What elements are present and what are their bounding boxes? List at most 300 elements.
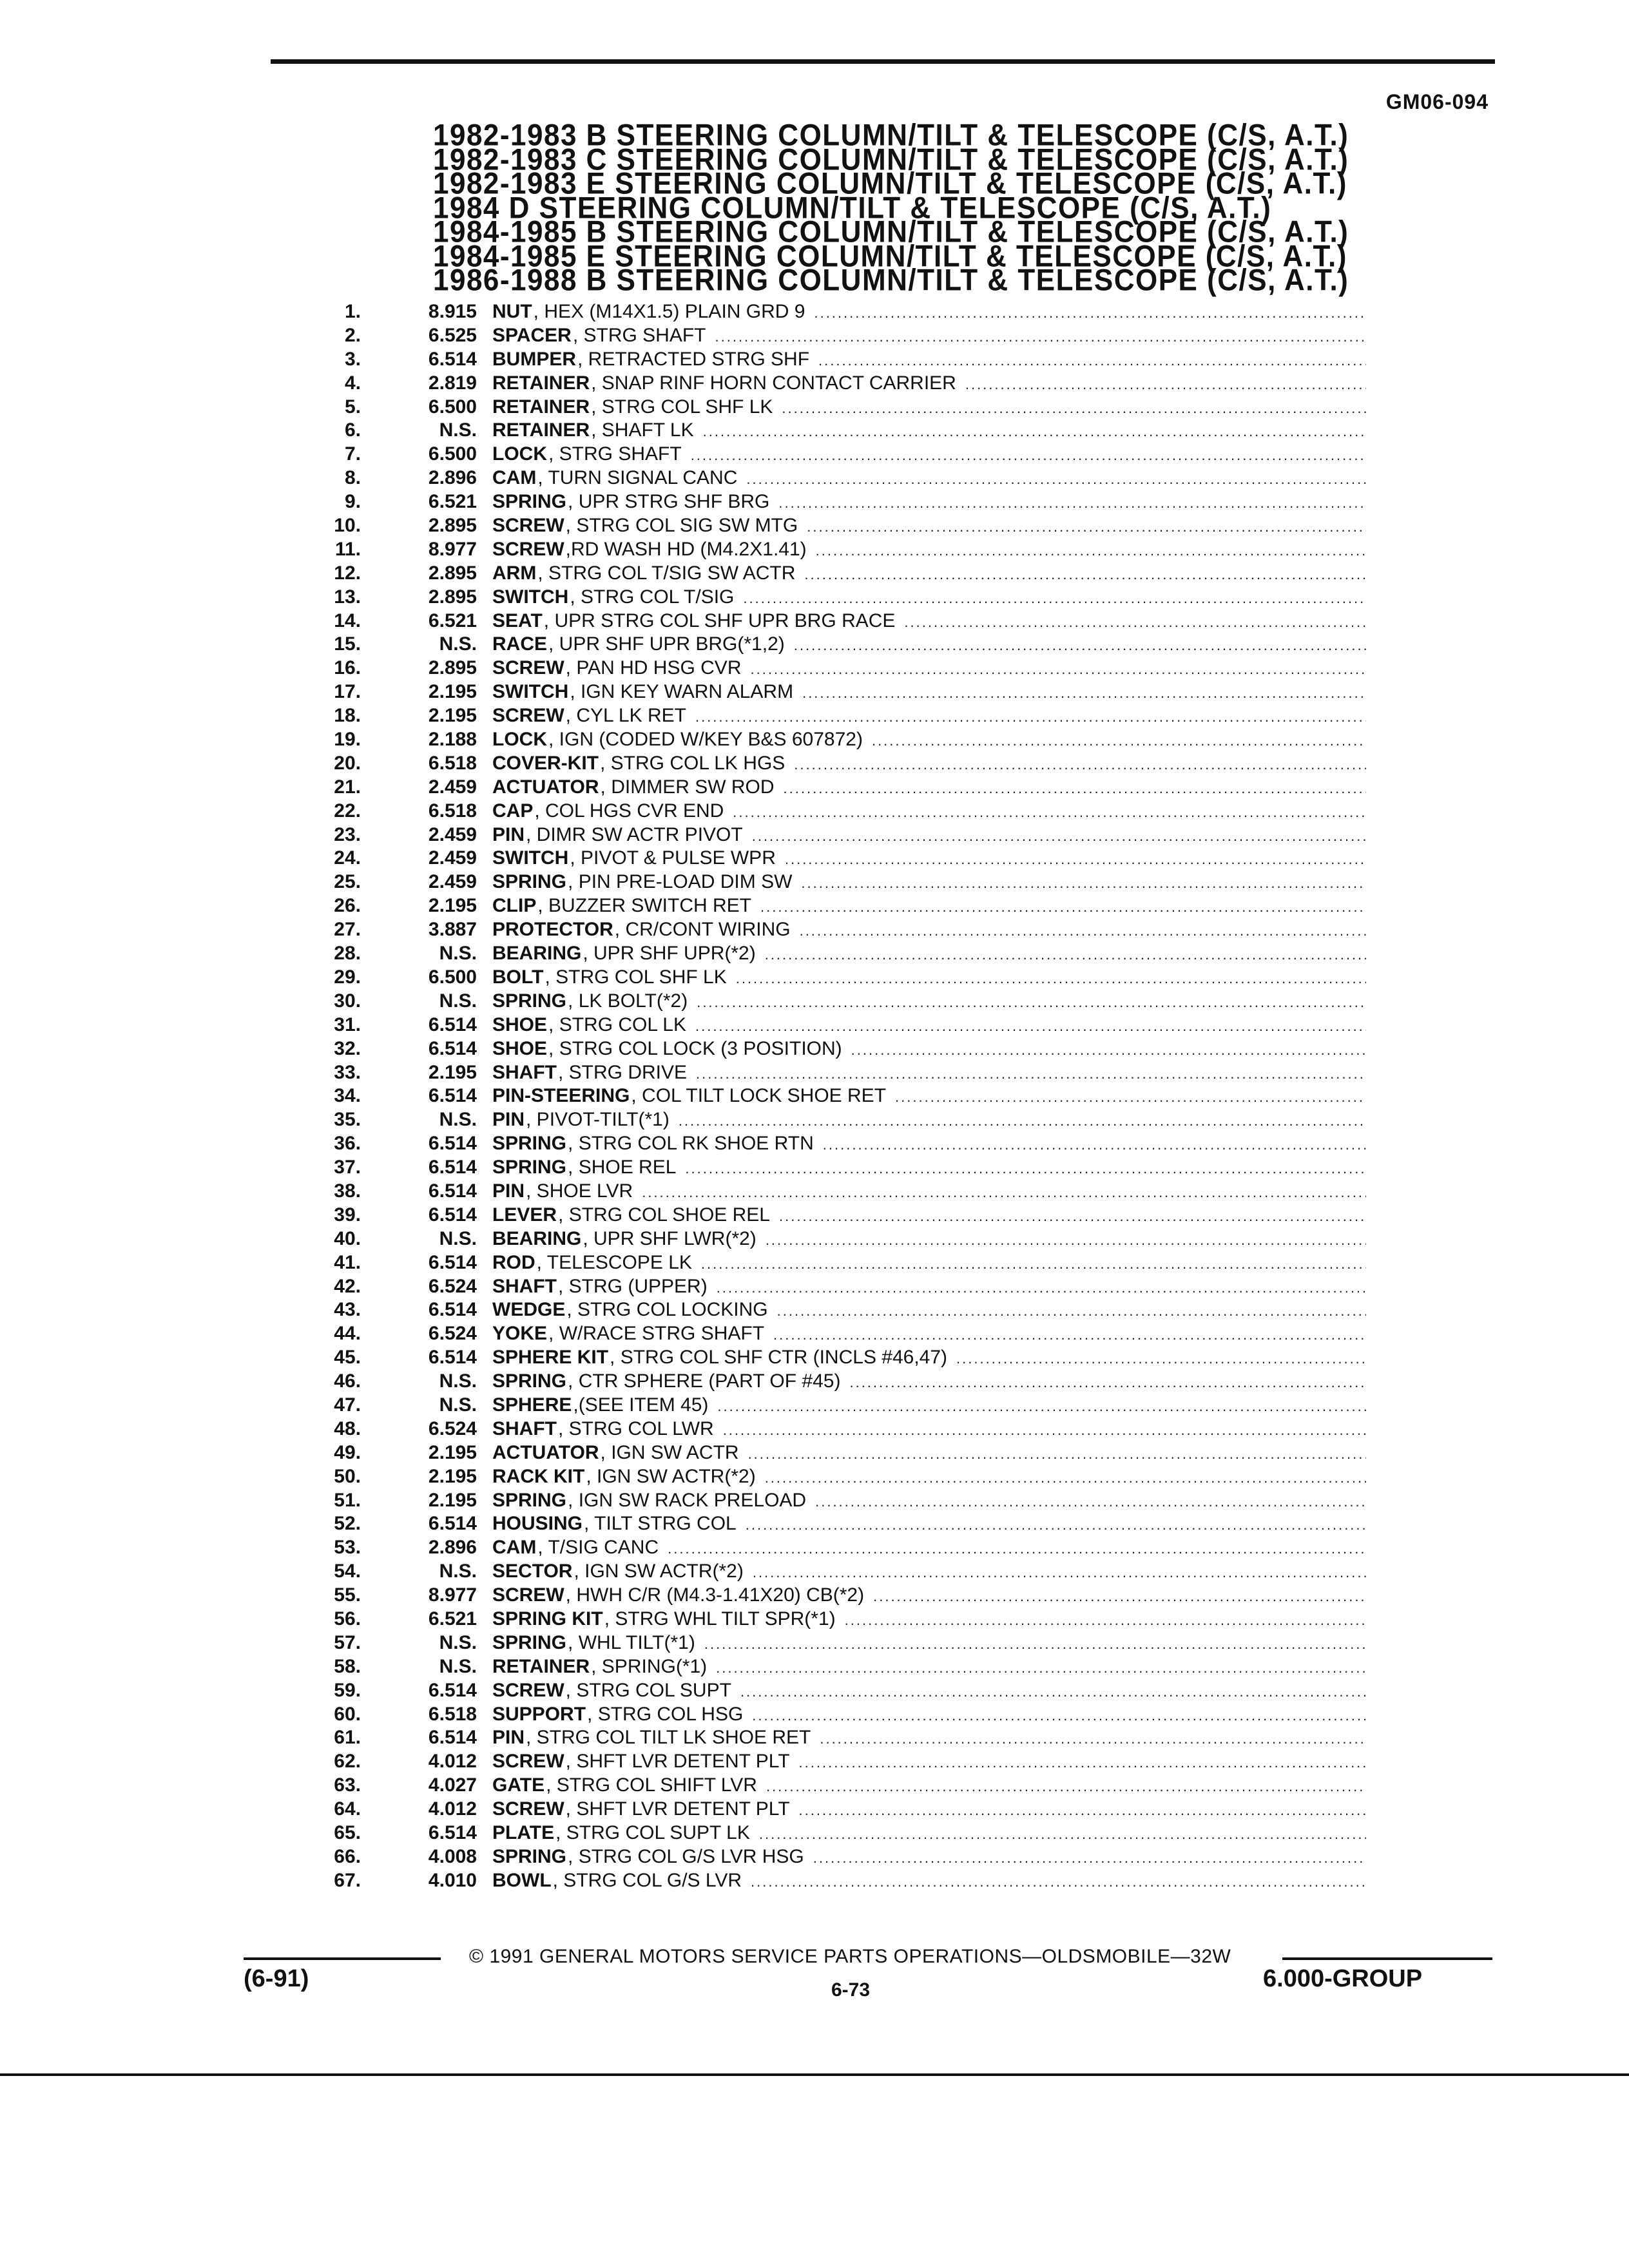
part-name: CAM	[492, 467, 537, 489]
dot-leader	[802, 685, 1366, 702]
part-number: 66.	[334, 1845, 361, 1867]
part-name: PIN-STEERING	[492, 1085, 630, 1107]
part-row	[309, 1798, 1366, 1822]
dot-leader	[785, 851, 1366, 868]
top-rule	[271, 59, 1495, 64]
part-description: , PAN HD HSG CVR	[565, 657, 742, 679]
part-number: 30.	[334, 990, 361, 1012]
part-name: CAP	[492, 800, 534, 822]
part-number: 16.	[334, 657, 361, 679]
part-group-code: 4.010	[428, 1869, 477, 1891]
part-row	[309, 1252, 1366, 1276]
part-number: 54.	[334, 1561, 361, 1582]
part-number: 5.	[344, 396, 361, 418]
part-row	[309, 419, 1366, 443]
dot-leader	[801, 875, 1366, 892]
part-description: , CR/CONT WIRING	[614, 919, 791, 941]
part-number: 45.	[334, 1347, 361, 1369]
dot-leader	[814, 305, 1366, 322]
part-row	[309, 871, 1366, 895]
part-row	[309, 1014, 1366, 1038]
part-name: PIN	[492, 1109, 525, 1131]
part-name: SHAFT	[492, 1418, 557, 1439]
part-row	[309, 990, 1366, 1014]
part-description: , SHOE LVR	[526, 1180, 633, 1202]
dot-leader	[895, 1089, 1366, 1106]
part-description: , DIMMER SW ROD	[600, 776, 775, 798]
part-description: , STRG COL TILT LK SHOE RET	[526, 1727, 811, 1749]
dot-leader	[716, 1660, 1366, 1677]
part-description: , STRG COL RK SHOE RTN	[568, 1133, 814, 1155]
dot-leader	[740, 1684, 1366, 1700]
footer-group: 6.000-GROUP	[1263, 1965, 1423, 1992]
part-description: , PIVOT-TILT(*1)	[526, 1109, 670, 1131]
part-description: , STRG COL SHOE REL	[558, 1204, 770, 1225]
dot-leader	[759, 1826, 1366, 1843]
part-row	[309, 562, 1366, 586]
part-group-code: 6.514	[428, 1347, 477, 1369]
part-number: 13.	[334, 586, 361, 608]
part-number: 64.	[334, 1798, 361, 1820]
part-group-code: 4.012	[428, 1798, 477, 1820]
part-number: 29.	[334, 966, 361, 988]
dot-leader	[823, 1137, 1366, 1153]
part-name: SWITCH	[492, 586, 569, 608]
part-group-code: 6.518	[428, 800, 477, 822]
part-row	[309, 1561, 1366, 1584]
part-group-code: 2.195	[428, 705, 477, 727]
part-group-code: 6.518	[428, 752, 477, 774]
part-number: 53.	[334, 1537, 361, 1559]
part-number: 56.	[334, 1608, 361, 1629]
part-description: , PIN PRE-LOAD DIM SW	[568, 871, 793, 893]
part-number: 3.	[344, 348, 361, 370]
part-row	[309, 1774, 1366, 1798]
part-description: , STRG COL SUPT LK	[555, 1822, 750, 1843]
part-number: 6.	[344, 419, 361, 441]
title-line: 1984-1985 B STEERING COLUMN/TILT & TELESCOPE (C/S, A.T.)	[433, 215, 1349, 249]
part-group-code: 6.514	[428, 1822, 477, 1843]
part-group-code: 3.887	[428, 919, 477, 941]
part-row	[309, 1418, 1366, 1442]
part-row	[309, 776, 1366, 800]
dot-leader	[851, 1042, 1366, 1059]
part-row	[309, 1038, 1366, 1062]
part-group-code: 8.977	[428, 1584, 477, 1606]
part-row	[309, 396, 1366, 420]
part-number: 61.	[334, 1727, 361, 1749]
dot-leader	[818, 352, 1366, 369]
dot-leader	[717, 1280, 1366, 1296]
part-description: , STRG COL LOCKING	[566, 1299, 768, 1321]
part-number: 12.	[334, 562, 361, 584]
part-name: SPRING	[492, 1631, 567, 1653]
part-name: RETAINER	[492, 396, 590, 418]
dot-leader	[799, 1754, 1366, 1771]
part-description: , SPRING(*1)	[591, 1655, 708, 1677]
part-group-code: 6.514	[428, 1014, 477, 1035]
part-group-code: 6.524	[428, 1323, 477, 1345]
part-description: , STRG COL LOCK (3 POSITION)	[548, 1037, 842, 1059]
part-name: SCREW	[492, 538, 564, 560]
part-row	[309, 1680, 1366, 1704]
part-number: 48.	[334, 1418, 361, 1439]
part-row	[309, 943, 1366, 966]
part-description: , STRG COL T/SIG	[570, 586, 735, 608]
dot-leader	[691, 447, 1366, 464]
dot-leader	[777, 1303, 1366, 1320]
dot-leader	[845, 1612, 1366, 1629]
part-group-code: 2.895	[428, 586, 477, 608]
part-number: 33.	[334, 1061, 361, 1083]
part-row	[309, 1632, 1366, 1656]
part-row	[309, 372, 1366, 396]
part-description: , STRG COL SIG SW MTG	[565, 515, 798, 537]
part-row	[309, 729, 1366, 753]
part-group-code: 2.195	[428, 1489, 477, 1511]
part-group-code: 6.525	[428, 324, 477, 346]
part-number: 23.	[334, 823, 361, 845]
part-row	[309, 349, 1366, 372]
part-group-code: 2.188	[428, 729, 477, 751]
part-group-code: 2.459	[428, 776, 477, 798]
part-number: 18.	[334, 705, 361, 727]
dot-leader	[704, 1636, 1366, 1653]
part-row	[309, 301, 1366, 325]
part-description: , STRG COL SHIFT LVR	[546, 1774, 757, 1796]
dot-leader	[701, 1256, 1366, 1273]
part-row	[309, 1157, 1366, 1180]
part-description: , STRG DRIVE	[558, 1061, 688, 1083]
part-row	[309, 1822, 1366, 1846]
part-name: SCREW	[492, 705, 564, 727]
part-number: 10.	[334, 515, 361, 537]
part-description: , STRG WHL TILT SPR(*1)	[604, 1608, 836, 1629]
document-id: GM06-094	[1385, 90, 1489, 113]
part-number: 55.	[334, 1584, 361, 1606]
part-group-code: 2.459	[428, 847, 477, 869]
part-name: PIN	[492, 1180, 525, 1202]
part-name: SWITCH	[492, 847, 569, 869]
dot-leader	[813, 1850, 1366, 1867]
part-name: LOCK	[492, 729, 547, 751]
part-group-code: N.S.	[439, 1370, 477, 1392]
part-description: , TILT STRG COL	[584, 1513, 737, 1535]
part-description: , UPR SHF UPR BRG(*1,2)	[548, 633, 785, 655]
part-number: 28.	[334, 943, 361, 965]
part-group-code: 6.521	[428, 1608, 477, 1629]
dot-leader	[679, 1113, 1366, 1129]
part-row	[309, 1608, 1366, 1632]
dot-leader	[799, 1802, 1366, 1819]
part-number: 63.	[334, 1774, 361, 1796]
title-line: 1984-1985 E STEERING COLUMN/TILT & TELESCOPE (C/S, A.T.)	[433, 239, 1347, 273]
part-row	[309, 1133, 1366, 1157]
part-number: 59.	[334, 1679, 361, 1701]
part-name: RETAINER	[492, 372, 590, 394]
part-row	[309, 1204, 1366, 1228]
part-group-code: 2.195	[428, 1465, 477, 1487]
part-number: 58.	[334, 1655, 361, 1677]
dot-leader	[723, 1422, 1366, 1439]
dot-leader	[800, 923, 1366, 939]
part-description: , SNAP RINF HORN CONTACT CARRIER	[591, 372, 956, 394]
part-name: LEVER	[492, 1204, 557, 1225]
part-description: , W/RACE STRG SHAFT	[548, 1323, 765, 1345]
part-name: SPRING	[492, 1489, 567, 1511]
part-number: 43.	[334, 1299, 361, 1321]
dot-leader	[778, 495, 1366, 512]
part-description: , T/SIG CANC	[537, 1537, 659, 1559]
part-group-code: 2.195	[428, 681, 477, 703]
part-name: SHAFT	[492, 1061, 557, 1083]
part-group-code: 4.008	[428, 1845, 477, 1867]
part-number: 49.	[334, 1441, 361, 1463]
part-group-code: 2.895	[428, 515, 477, 537]
part-description: , IGN KEY WARN ALARM	[570, 681, 794, 703]
part-number: 22.	[334, 800, 361, 822]
dot-leader	[765, 1470, 1366, 1486]
dot-leader	[773, 1327, 1366, 1343]
part-description: , HWH C/R (M4.3-1.41X20) CB(*2)	[565, 1584, 865, 1606]
part-group-code: 2.896	[428, 1537, 477, 1559]
dot-leader	[794, 637, 1366, 654]
part-row	[309, 325, 1366, 349]
part-name: ROD	[492, 1251, 535, 1273]
part-description: , SHOE REL	[568, 1157, 677, 1178]
part-number: 41.	[334, 1251, 361, 1273]
part-number: 47.	[334, 1394, 361, 1416]
part-name: BEARING	[492, 943, 582, 965]
part-description: , STRG COL LK	[548, 1014, 686, 1035]
part-description: , TELESCOPE LK	[536, 1251, 692, 1273]
part-row	[309, 1537, 1366, 1561]
part-row	[309, 515, 1366, 539]
part-description: , UPR SHF LWR(*2)	[583, 1227, 757, 1249]
part-number: 60.	[334, 1703, 361, 1725]
part-number: 62.	[334, 1751, 361, 1773]
part-group-code: 2.895	[428, 657, 477, 679]
part-row	[309, 1870, 1366, 1894]
dot-leader	[779, 1208, 1366, 1225]
part-description: , STRG (UPPER)	[558, 1275, 708, 1297]
part-group-code: 6.500	[428, 443, 477, 465]
dot-leader	[765, 947, 1366, 963]
part-group-code: 8.915	[428, 301, 477, 322]
part-number: 37.	[334, 1157, 361, 1178]
part-group-code: 8.977	[428, 538, 477, 560]
dot-leader	[751, 1874, 1366, 1890]
part-row	[309, 753, 1366, 776]
dot-leader	[807, 519, 1366, 535]
part-name: RACK KIT	[492, 1465, 585, 1487]
part-name: SPHERE	[492, 1394, 572, 1416]
part-description: , IGN SW ACTR(*2)	[574, 1561, 744, 1582]
part-description: , STRG COL G/S LVR	[552, 1869, 742, 1891]
part-group-code: 2.896	[428, 467, 477, 489]
title-line: 1984 D STEERING COLUMN/TILT & TELESCOPE (C/S, A.T.)	[433, 191, 1272, 225]
part-row	[309, 1490, 1366, 1514]
part-group-code: 6.514	[428, 1180, 477, 1202]
part-name: SCREW	[492, 1751, 564, 1773]
part-name: WEDGE	[492, 1299, 566, 1321]
part-row	[309, 491, 1366, 515]
part-name: PIN	[492, 823, 525, 845]
part-row	[309, 1347, 1366, 1370]
dot-leader	[695, 1018, 1366, 1035]
part-name: SECTOR	[492, 1561, 573, 1582]
part-description: , UPR STRG COL SHF UPR BRG RACE	[543, 610, 896, 631]
part-group-code: 6.518	[428, 1703, 477, 1725]
part-name: HOUSING	[492, 1513, 583, 1535]
part-number: 2.	[344, 324, 361, 346]
dot-leader	[746, 471, 1366, 488]
part-number: 57.	[334, 1631, 361, 1653]
part-row	[309, 800, 1366, 824]
part-name: SEAT	[492, 610, 543, 631]
part-name: SUPPORT	[492, 1703, 586, 1725]
part-name: BOWL	[492, 1869, 552, 1891]
part-name: ARM	[492, 562, 537, 584]
part-row	[309, 1323, 1366, 1347]
part-name: COVER-KIT	[492, 752, 599, 774]
part-row	[309, 1751, 1366, 1774]
part-name: NUT	[492, 301, 532, 322]
part-number: 20.	[334, 752, 361, 774]
part-name: SPRING KIT	[492, 1608, 603, 1629]
part-number: 32.	[334, 1037, 361, 1059]
dot-leader	[965, 376, 1366, 393]
part-name: SHOE	[492, 1037, 548, 1059]
part-description: , CYL LK RET	[565, 705, 686, 727]
part-name: GATE	[492, 1774, 545, 1796]
part-row	[309, 1466, 1366, 1490]
part-group-code: 6.500	[428, 396, 477, 418]
part-name: SCREW	[492, 1798, 564, 1820]
dot-leader	[748, 1446, 1366, 1463]
part-number: 39.	[334, 1204, 361, 1225]
part-group-code: 6.514	[428, 1157, 477, 1178]
part-number: 7.	[344, 443, 361, 465]
part-description: , PIVOT & PULSE WPR	[570, 847, 776, 869]
part-number: 38.	[334, 1180, 361, 1202]
dot-leader	[668, 1541, 1366, 1557]
part-description: , RETRACTED STRG SHF	[577, 348, 810, 370]
part-description: , STRG COL SUPT	[565, 1679, 731, 1701]
part-description: , LK BOLT(*2)	[568, 990, 688, 1012]
part-description: , STRG COL LWR	[558, 1418, 714, 1439]
part-group-code: N.S.	[439, 1109, 477, 1131]
part-name: SCREW	[492, 657, 564, 679]
part-description: , IGN SW ACTR	[600, 1441, 739, 1463]
part-name: PIN	[492, 1727, 525, 1749]
part-row	[309, 1442, 1366, 1466]
part-description: ,RD WASH HD (M4.2X1.41)	[565, 538, 807, 560]
dot-leader	[697, 994, 1366, 1011]
part-group-code: 2.195	[428, 895, 477, 917]
dot-leader	[872, 733, 1366, 749]
footer-copyright: © 1991 GENERAL MOTORS SERVICE PARTS OPERATIONS—OLDSMOBILE—32W	[469, 1946, 1231, 1967]
part-group-code: 2.195	[428, 1441, 477, 1463]
dot-leader	[766, 1778, 1366, 1795]
part-number: 15.	[334, 633, 361, 655]
part-name: SHOE	[492, 1014, 548, 1035]
part-row	[309, 681, 1366, 705]
dot-leader	[750, 661, 1366, 678]
part-group-code: N.S.	[439, 1655, 477, 1677]
footer-rule-left	[244, 1957, 441, 1960]
part-name: SPRING	[492, 1845, 567, 1867]
part-number: 40.	[334, 1227, 361, 1249]
part-name: RETAINER	[492, 1655, 590, 1677]
part-name: SPRING	[492, 871, 567, 893]
part-name: CAM	[492, 1537, 537, 1559]
part-row	[309, 1704, 1366, 1727]
part-name: PLATE	[492, 1822, 555, 1843]
dot-leader	[685, 1160, 1366, 1177]
part-number: 51.	[334, 1489, 361, 1511]
part-description: , STRG SHAFT	[572, 324, 706, 346]
dot-leader	[794, 756, 1366, 773]
part-group-code: N.S.	[439, 419, 477, 441]
dot-leader	[696, 1066, 1366, 1082]
dot-leader	[752, 828, 1366, 845]
part-description: , SHFT LVR DETENT PLT	[565, 1798, 790, 1820]
part-name: BOLT	[492, 966, 544, 988]
part-row	[309, 1109, 1366, 1133]
part-number: 26.	[334, 895, 361, 917]
part-row	[309, 539, 1366, 562]
part-description: , STRG COL SHF LK	[545, 966, 727, 988]
dot-leader	[733, 804, 1366, 821]
part-group-code: N.S.	[439, 1631, 477, 1653]
part-name: BEARING	[492, 1227, 582, 1249]
part-group-code: 6.514	[428, 1037, 477, 1059]
dot-leader	[760, 899, 1366, 916]
part-description: , IGN (CODED W/KEY B&S 607872)	[548, 729, 863, 751]
part-description: , COL HGS CVR END	[534, 800, 724, 822]
part-group-code: 6.514	[428, 1251, 477, 1273]
title-line: 1982-1983 E STEERING COLUMN/TILT & TELESCOPE (C/S, A.T.)	[433, 166, 1347, 201]
part-group-code: 6.514	[428, 348, 477, 370]
part-group-code: 6.524	[428, 1418, 477, 1439]
part-row	[309, 1180, 1366, 1204]
part-name: SPRING	[492, 1370, 567, 1392]
part-description: , STRG COL G/S LVR HSG	[568, 1845, 804, 1867]
part-name: PROTECTOR	[492, 919, 613, 941]
part-number: 1.	[344, 301, 361, 322]
part-description: , UPR STRG SHF BRG	[568, 491, 770, 513]
part-number: 19.	[334, 729, 361, 751]
part-number: 31.	[334, 1014, 361, 1035]
dot-leader	[849, 1374, 1366, 1391]
dot-leader	[784, 780, 1366, 797]
part-group-code: 2.895	[428, 562, 477, 584]
part-description: , STRG SHAFT	[548, 443, 682, 465]
part-name: SWITCH	[492, 681, 569, 703]
dot-leader	[804, 566, 1366, 583]
dot-leader	[736, 970, 1366, 987]
part-row	[309, 586, 1366, 610]
part-group-code: 6.514	[428, 1299, 477, 1321]
part-group-code: 2.459	[428, 823, 477, 845]
part-group-code: 4.012	[428, 1751, 477, 1773]
part-group-code: N.S.	[439, 1561, 477, 1582]
dot-leader	[746, 1517, 1366, 1533]
part-number: 11.	[334, 538, 361, 560]
part-row	[309, 1513, 1366, 1537]
part-row	[309, 1584, 1366, 1608]
